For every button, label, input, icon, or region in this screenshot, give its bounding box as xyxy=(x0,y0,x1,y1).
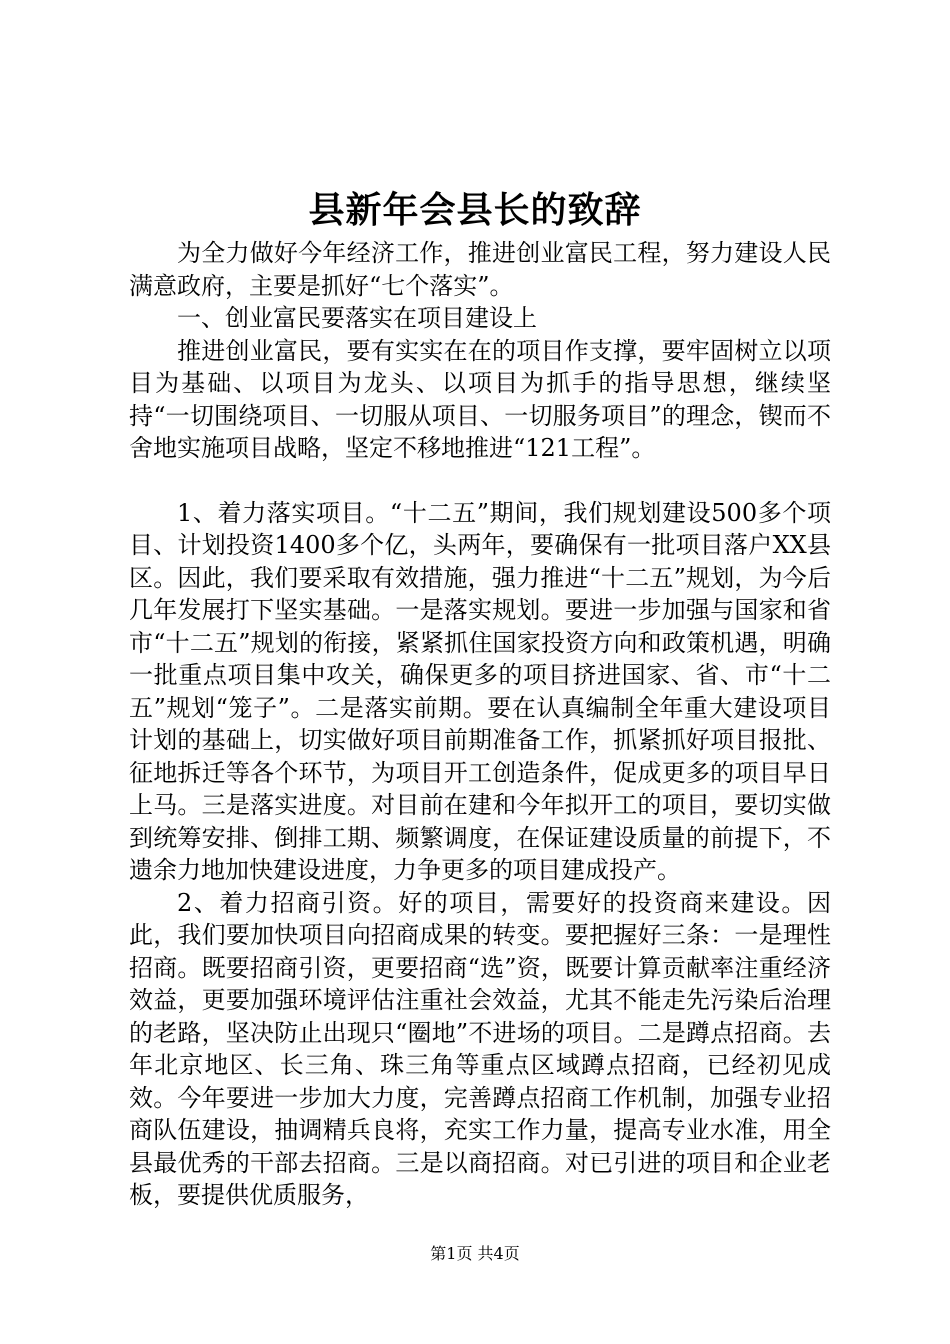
document-body xyxy=(129,237,831,1212)
page-footer: 第1页 共4页 xyxy=(430,1244,520,1263)
document-title: 县新年会县长的致辞 xyxy=(308,189,642,231)
paragraph-item-2: 2、着力招商引资。好的项目，需要好的投资商来建设。因此，我们要加快项目向招商成果的转变。要把握好三条：一是理性招商。既要招商引资，更要招商“选”资，既要计算贡献率注重经济效益，更要加强环境评估注重社会效益，尤其不能走先污染后治理的老路，坚决防止出现只“圈地”不进场的项目。二是蹲点招商。去年北京地区、长三角、珠三角等重点区域蹲点招商，已经初见成效。今年要进一步加大力度，完善蹲点招商工作机制，加强专业招商队伍建设，抽调精兵良将，充实工作力量，提高专业水准，用全县最优秀的干部去招商。三是以商招商。对已引进的项目和企业老板，要提供优质服务， xyxy=(129,888,831,1209)
section-heading: 一、创业富民要落实在项目建设上 xyxy=(177,304,537,332)
paragraph-item-1: 1、着力落实项目。“十二五”期间，我们规划建设500多个项目、计划投资1400多个亿，头两年，要确保有一批项目落户XX县区。因此，我们要采取有效措施，强力推进“十二五”规划，为今后几年发展打下坚实基础。一是落实规划。要进一步加强与国家和省市“十二五”规划的衔接，紧紧抓住国家投资方向和政策机遇，明确一批重点项目集中攻关，确保更多的项目挤进国家、省、市“十二五”规划“笼子”。二是落实前期。要在认真编制全年重大建设项目计划的基础上，切实做好项目前期准备工作，抓紧抓好项目报批、征地拆迁等各个环节，为项目开工创造条件，促成更多的项目早日上马。三是落实进度。对目前在建和今年拟开工的项目，要切实做到统筹安排、倒排工期、频繁调度，在保证建设质量的前提下，不遗余力地加快建设进度，力争更多的项目建成投产。 xyxy=(129,498,831,884)
paragraph-intro: 为全力做好今年经济工作，推进创业富民工程，努力建设人民满意政府，主要是抓好“七个落实”。 xyxy=(129,239,831,300)
paragraph-project-support: 推进创业富民，要有实实在在的项目作支撑，要牢固树立以项目为基础、以项目为龙头、以项目为抓手的指导思想，继续坚持“一切围绕项目、一切服从项目、一切服务项目”的理念，锲而不舍地实施项目战略，坚定不移地推进“121工程”。 xyxy=(129,336,831,462)
